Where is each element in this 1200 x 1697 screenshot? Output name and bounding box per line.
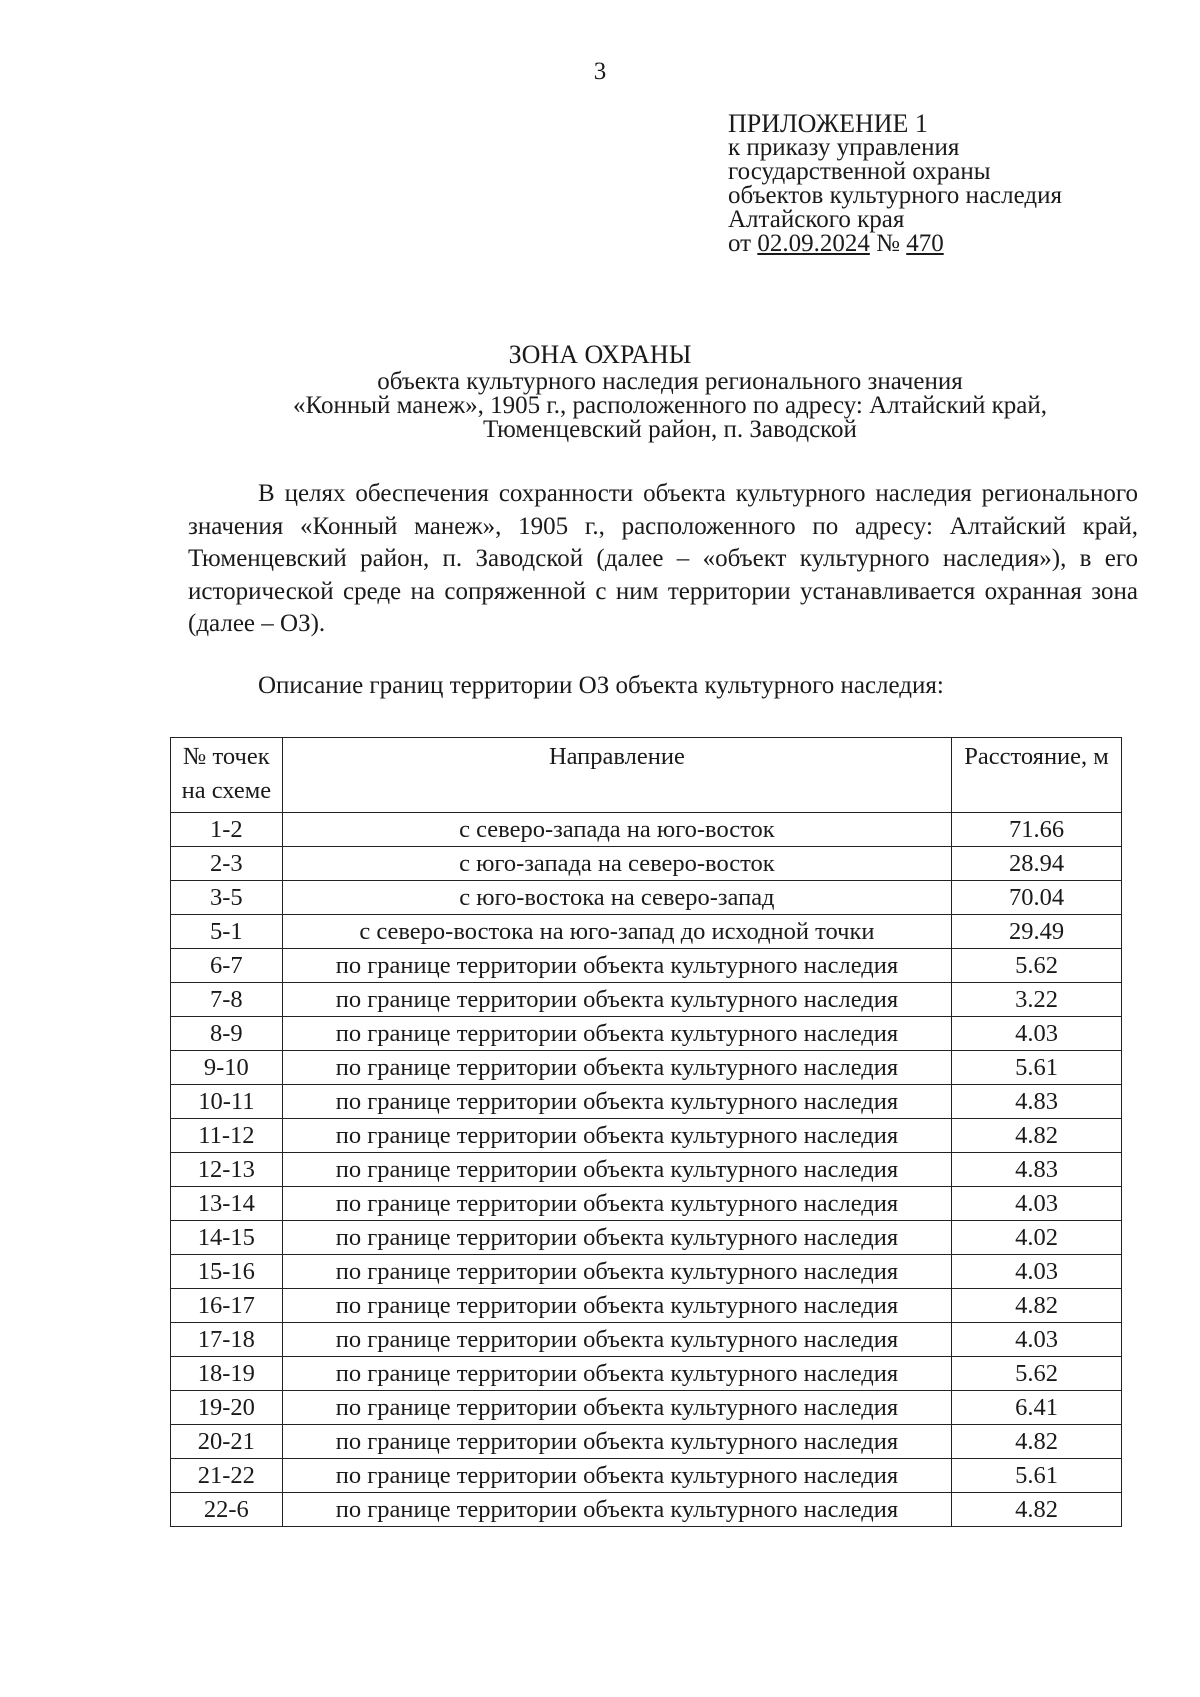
table-row [171, 1289, 1122, 1323]
distance-cell: 28.94 [952, 847, 1122, 881]
point-pair-cell: 22-6 [171, 1493, 283, 1527]
distance-cell: 5.61 [952, 1051, 1122, 1085]
point-pair-cell: 19-20 [171, 1391, 283, 1425]
date-prefix: от [728, 230, 758, 257]
distance-cell: 4.82 [952, 1289, 1122, 1323]
direction-cell: с северо-запада на юго-восток [282, 813, 951, 847]
zone-title: ЗОНА ОХРАНЫ [508, 340, 692, 369]
direction-cell: по границе территории объекта культурного наследия [282, 1153, 951, 1187]
distance-cell: 4.02 [952, 1221, 1122, 1255]
direction-cell: по границе территории объекта культурного наследия [282, 1187, 951, 1221]
distance-cell: 4.83 [952, 1153, 1122, 1187]
direction-cell: по границе территории объекта культурного наследия [282, 1391, 951, 1425]
direction-cell: по границе территории объекта культурного наследия [282, 983, 951, 1017]
appendix-title: ПРИЛОЖЕНИЕ 1 [728, 109, 928, 138]
distance-cell: 5.62 [952, 1357, 1122, 1391]
table-row [171, 1391, 1122, 1425]
direction-cell: с юго-востока на северо-запад [282, 881, 951, 915]
table-row [171, 1459, 1122, 1493]
direction-cell: по границе территории объекта культурного наследия [282, 1051, 951, 1085]
distance-cell: 4.03 [952, 1255, 1122, 1289]
point-pair-cell: 20-21 [171, 1425, 283, 1459]
direction-cell: по границе территории объекта культурного наследия [282, 949, 951, 983]
point-pair-cell: 9-10 [171, 1051, 283, 1085]
table-body [171, 813, 1122, 1527]
table-row [171, 983, 1122, 1017]
appendix-line: Алтайского края [728, 206, 905, 233]
table-row [171, 1221, 1122, 1255]
table-row [171, 1119, 1122, 1153]
direction-cell: по границе территории объекта культурного наследия [282, 1255, 951, 1289]
number-sign: № [869, 230, 907, 257]
point-pair-cell: 8-9 [171, 1017, 283, 1051]
direction-cell: по границе территории объекта культурного наследия [282, 1221, 951, 1255]
direction-cell: по границе территории объекта культурного наследия [282, 1459, 951, 1493]
distance-cell: 29.49 [952, 915, 1122, 949]
table-row [171, 1493, 1122, 1527]
header-points [171, 738, 283, 813]
appendix-date-line [728, 232, 1062, 256]
point-pair-cell: 1-2 [171, 813, 283, 847]
distance-cell: 4.03 [952, 1017, 1122, 1051]
distance-cell: 4.03 [952, 1323, 1122, 1357]
table-row [171, 1017, 1122, 1051]
table-row [171, 1085, 1122, 1119]
table-row [171, 949, 1122, 983]
point-pair-cell: 6-7 [171, 949, 283, 983]
subtitle-line: объекта культурного наследия регионального значения [377, 368, 963, 395]
point-pair-cell: 17-18 [171, 1323, 283, 1357]
subtitle-line: «Конный манеж», 1905 г., расположенного по адресу: Алтайский край, [293, 392, 1047, 419]
table-row [171, 1187, 1122, 1221]
distance-cell: 4.03 [952, 1187, 1122, 1221]
distance-cell: 71.66 [952, 813, 1122, 847]
table-row [171, 915, 1122, 949]
direction-cell: по границе территории объекта культурного наследия [282, 1085, 951, 1119]
table-header [171, 738, 1122, 813]
table-caption: Описание границ территории ОЗ объекта культурного наследия: [258, 672, 944, 699]
direction-cell: по границе территории объекта культурного наследия [282, 1425, 951, 1459]
order-number: 470 [906, 230, 944, 257]
point-pair-cell: 11-12 [171, 1119, 283, 1153]
table-row [171, 813, 1122, 847]
distance-cell: 4.82 [952, 1493, 1122, 1527]
direction-cell: с северо-востока на юго-запад до исходной точки [282, 915, 951, 949]
direction-cell: с юго-запада на северо-восток [282, 847, 951, 881]
order-date: 02.09.2024 [757, 230, 870, 257]
table-row [171, 881, 1122, 915]
distance-cell: 4.82 [952, 1425, 1122, 1459]
distance-cell: 5.61 [952, 1459, 1122, 1493]
header-distance: Расстояние, м [952, 738, 1122, 813]
table-row [171, 1323, 1122, 1357]
appendix-line: государственной охраны [728, 158, 991, 185]
direction-cell: по границе территории объекта культурного наследия [282, 1017, 951, 1051]
appendix-line: объектов культурного наследия [728, 182, 1062, 209]
intro-paragraph: В целях обеспечения сохранности объекта культурного наследия регионального значения «Конный манеж», 1905 г., расположенного по адресу: Алтайский край, Тюменцевский район, п. Заводской (далее – «объект культурного наследия»), в его исторической среде на сопряженной с ним территории устанавливается охранная зона (далее – ОЗ). [188, 480, 1138, 637]
subtitle [200, 370, 1140, 442]
table-row [171, 847, 1122, 881]
table-row [171, 1425, 1122, 1459]
appendix-line: к приказу управления [728, 134, 960, 161]
point-pair-cell: 10-11 [171, 1085, 283, 1119]
table-row [171, 1357, 1122, 1391]
table-row [171, 1051, 1122, 1085]
point-pair-cell: 15-16 [171, 1255, 283, 1289]
point-pair-cell: 7-8 [171, 983, 283, 1017]
point-pair-cell: 12-13 [171, 1153, 283, 1187]
distance-cell: 5.62 [952, 949, 1122, 983]
table-row [171, 1153, 1122, 1187]
table-row [171, 1255, 1122, 1289]
direction-cell: по границе территории объекта культурного наследия [282, 1493, 951, 1527]
point-pair-cell: 5-1 [171, 915, 283, 949]
direction-cell: по границе территории объекта культурного наследия [282, 1289, 951, 1323]
point-pair-cell: 2-3 [171, 847, 283, 881]
direction-cell: по границе территории объекта культурного наследия [282, 1357, 951, 1391]
appendix-block [728, 109, 1062, 257]
direction-cell: по границе территории объекта культурного наследия [282, 1323, 951, 1357]
distance-cell: 4.82 [952, 1119, 1122, 1153]
distance-cell: 3.22 [952, 983, 1122, 1017]
point-pair-cell: 13-14 [171, 1187, 283, 1221]
header-row [171, 738, 1122, 813]
distance-cell: 6.41 [952, 1391, 1122, 1425]
boundary-table [170, 737, 1122, 1527]
point-pair-cell: 3-5 [171, 881, 283, 915]
point-pair-cell: 16-17 [171, 1289, 283, 1323]
header-direction: Направление [282, 738, 951, 813]
distance-cell: 70.04 [952, 881, 1122, 915]
direction-cell: по границе территории объекта культурного наследия [282, 1119, 951, 1153]
point-pair-cell: 18-19 [171, 1357, 283, 1391]
distance-cell: 4.83 [952, 1085, 1122, 1119]
page-number: 3 [593, 58, 607, 85]
header-points-label: № точек на схеме [181, 743, 272, 804]
point-pair-cell: 21-22 [171, 1459, 283, 1493]
point-pair-cell: 14-15 [171, 1221, 283, 1255]
subtitle-line: Тюменцевский район, п. Заводской [483, 416, 857, 443]
